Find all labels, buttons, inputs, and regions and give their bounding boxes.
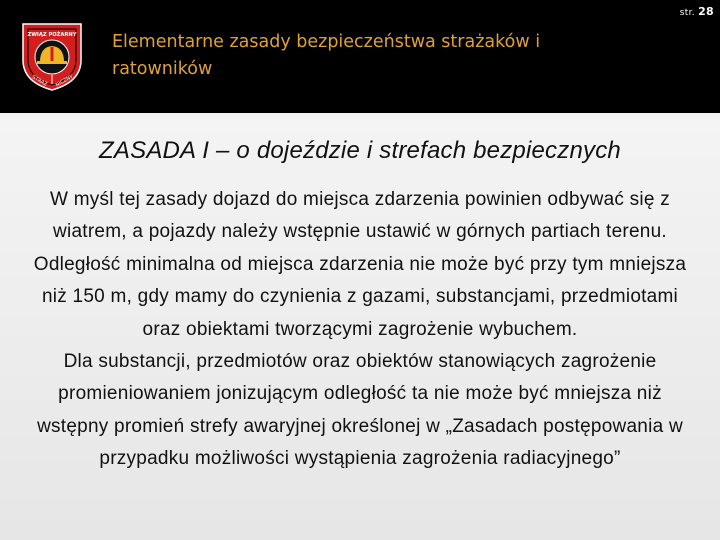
body-paragraph-1: W myśl tej zasady dojazd do miejsca zdarzenia powinien odbywać się z wiatrem, a pojazdy należy wstępnie ustawić w górnych partiach terenu. Odległość minimalna od miejsca zdarzenia nie może być przy tym mniejsza niż 150 m, gdy mamy do czynienia z gazami, substancjami, przedmiotami oraz obiektami tworzącymi zagrożenie wybuchem. xyxy=(33,189,687,340)
firefighter-badge-icon xyxy=(19,20,85,92)
page-title: Elementarne zasady bezpieczeństwa strażaków i ratowników xyxy=(112,32,541,79)
logo-text-left: STRAŻ xyxy=(30,74,49,88)
slide-body xyxy=(22,184,698,476)
logo-text-right: NICZNY xyxy=(54,73,75,89)
header-bar xyxy=(0,0,720,113)
page-number xyxy=(680,5,714,18)
slide-heading: ZASADA I – o dojeździe i strefach bezpiecznych xyxy=(99,137,621,164)
body-paragraph-2: Dla substancji, przedmiotów oraz obiektów stanowiących zagrożenie promieniowaniem jonizującym odległość ta nie może być mniejsza niż wstępny promień strefy awaryjnej określonej w „Zasadach postępowania w przypadku możliwości wystąpienia zagrożenia radiacyjnego” xyxy=(37,351,683,470)
logo-text-top: ZWIĄZ POŻARNY xyxy=(27,32,77,38)
page-number-value: 28 xyxy=(698,5,714,18)
page-number-prefix: str. xyxy=(679,8,695,18)
